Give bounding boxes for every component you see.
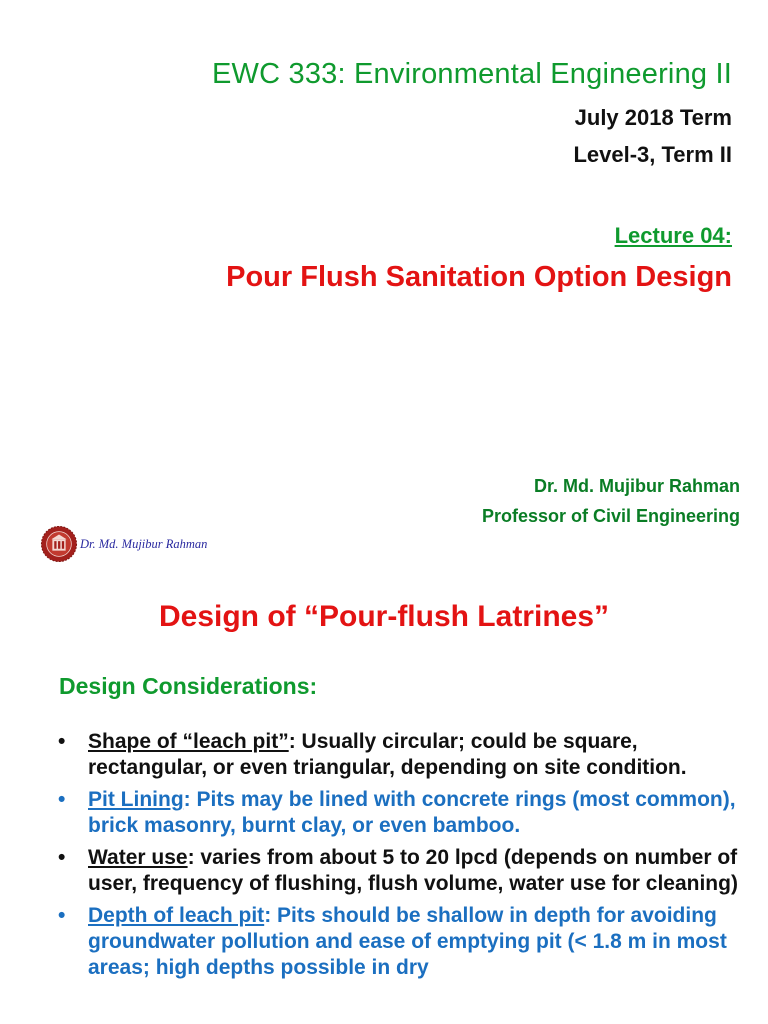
bullet-dot-icon: • [58, 846, 66, 869]
bullet-text: : Pits should be shallow in depth for avoiding groundwater pollution and ease of emptying pit (< 1.8 m in most areas; high depths possible in dry [88, 904, 727, 979]
watermark [40, 524, 207, 564]
bullet-dot-icon: • [58, 788, 66, 811]
bullet-text: : Usually circular; could be square, rectangular, or even triangular, depending on site condition. [88, 730, 687, 779]
bullet-list [58, 729, 738, 987]
term-label: July 2018 Term [574, 105, 732, 130]
slide-title: Design of “Pour-flush Latrines” [158, 600, 610, 633]
bullet-text: : varies from about 5 to 20 lpcd (depends on number of user, frequency of flushing, flush volume, water use for cleaning) [88, 846, 738, 895]
watermark-text: Dr. Md. Mujibur Rahman [80, 536, 208, 551]
lecture-number: Lecture 04: [614, 223, 732, 248]
bullet-term: Pit Lining [88, 788, 184, 811]
lecture-title: Pour Flush Sanitation Option Design [226, 261, 732, 293]
bullet-text: : Pits may be lined with concrete rings (most common), brick masonry, burnt clay, or even bamboo. [88, 788, 736, 837]
author-role: Professor of Civil Engineering [481, 506, 740, 526]
bullet-term: Water use [88, 846, 188, 869]
content-slide [0, 578, 768, 1024]
university-seal-icon [40, 525, 78, 563]
bullet-dot-icon: • [58, 904, 66, 927]
bullet-item [58, 787, 738, 839]
section-heading: Design Considerations: [59, 673, 318, 699]
bullet-item [58, 903, 738, 981]
course-title: EWC 333: Environmental Engineering II [212, 58, 732, 90]
bullet-term: Shape of “leach pit” [88, 730, 289, 753]
level-label: Level-3, Term II [573, 142, 732, 167]
bullet-item [58, 845, 738, 897]
bullet-dot-icon: • [58, 730, 66, 753]
bullet-term: Depth of leach pit [88, 904, 265, 927]
author-name: Dr. Md. Mujibur Rahman [533, 476, 740, 496]
bullet-item [58, 729, 738, 781]
